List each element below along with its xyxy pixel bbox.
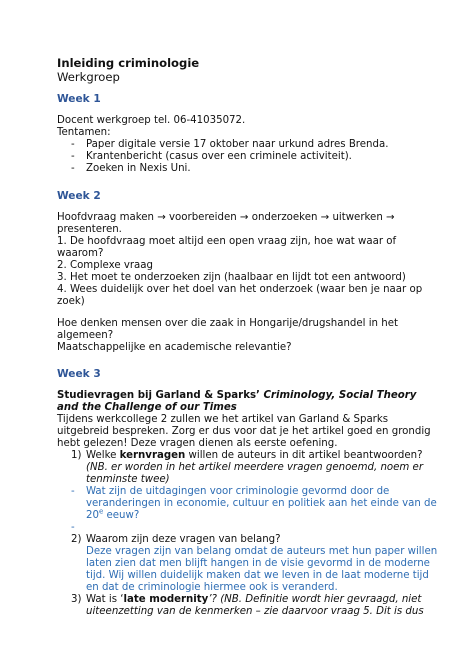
list-bullet: - — [71, 163, 75, 174]
intro-line: Tijdens werkcollege 2 zullen we het artikel van Garland & Sparks — [57, 414, 389, 425]
answer-2-line: tijd. Wij willen duidelijk maken dat we leven in de laat moderne tijd — [86, 570, 429, 581]
question-number: 1) — [71, 450, 82, 461]
tentamen-label: Tentamen: — [57, 127, 111, 138]
week-3-heading: Week 3 — [57, 368, 101, 380]
question-3-text — [86, 594, 421, 606]
relevance-line: Maatschappelijke en academische relevantie? — [57, 342, 292, 353]
century-suffix: eeuw? — [103, 510, 140, 521]
q1-note: (NB. er worden in het artikel meerdere vragen genoemd, noem er — [86, 462, 424, 473]
document-subtitle: Werkgroep — [57, 70, 120, 84]
question-number: 3) — [71, 594, 82, 605]
list-bullet: - — [71, 139, 75, 150]
example-question-line: algemeen? — [57, 330, 114, 341]
answer-bullet: - — [71, 486, 75, 497]
intro-line: uitgebreid bespreken. Zorg er dus voor dat je het artikel goed en grondig — [57, 426, 431, 437]
answer-2-line: Deze vragen zijn van belang omdat de auteurs met hun paper willen — [86, 546, 438, 557]
process-flow-line: presenteren. — [57, 224, 122, 235]
answer-1-line: veranderingen in economie, cultuur en politiek aan het einde van de — [86, 498, 437, 509]
document-title: Inleiding criminologie — [57, 56, 200, 70]
answer-bullet: - — [71, 522, 75, 533]
q3-note: ’? (NB. Definitie wordt hier gevraagd, niet — [208, 594, 422, 605]
docent-line: Docent werkgroep tel. 06-41035072. — [57, 115, 246, 126]
question-2-text: Waarom zijn deze vragen van belang? — [86, 534, 281, 545]
study-title-book: Criminology, Social Theory — [263, 390, 417, 401]
list-item: Zoeken in Nexis Uni. — [86, 163, 191, 174]
week-1-heading: Week 1 — [57, 93, 101, 105]
list-item: Krantenbericht (casus over een criminele activiteit). — [86, 151, 352, 162]
century-number: 20 — [86, 510, 99, 521]
study-questions-title — [57, 390, 416, 402]
example-question-line: Hoe denken mensen over die zaak in Hongarije/drugshandel in het — [57, 318, 398, 329]
q3-pre: Wat is ‘ — [86, 594, 124, 605]
list-bullet: - — [71, 151, 75, 162]
intro-line: hebt gelezen! Deze vragen dienen als eerste oefening. — [57, 438, 338, 449]
answer-1-line — [86, 507, 140, 522]
q1-pre: Welke — [86, 450, 120, 461]
q3-note-line2: uiteenzetting van de kenmerken – zie daarvoor vraag 5. Dit is dus — [86, 606, 424, 617]
process-flow-line: Hoofdvraag maken → voorbereiden → onderzoeken → uitwerken → — [57, 212, 395, 223]
guideline-line: waarom? — [57, 248, 104, 259]
answer-2-line: laten zien dat men blijft hangen in de visie gevormd in de moderne — [86, 558, 430, 569]
guideline-line: 1. De hoofdvraag moet altijd een open vraag zijn, hoe wat waar of — [57, 236, 397, 247]
guideline-line: 4. Wees duidelijk over het doel van het onderzoek (waar ben je naar op — [57, 284, 423, 295]
question-number: 2) — [71, 534, 82, 545]
study-title-book-line2: and the Challenge of our Times — [57, 402, 237, 413]
study-title-text: Studievragen bij Garland & Sparks’ — [57, 390, 264, 401]
q1-note: tenminste twee) — [86, 474, 170, 485]
guideline-line: 2. Complexe vraag — [57, 260, 154, 271]
week-2-heading: Week 2 — [57, 190, 101, 202]
list-item: Paper digitale versie 17 oktober naar urkund adres Brenda. — [86, 139, 389, 150]
q1-keyword: kernvragen — [119, 450, 186, 461]
q1-post: willen de auteurs in dit artikel beantwoorden? — [185, 450, 423, 461]
century-superscript: e — [98, 507, 104, 516]
guideline-line: 3. Het moet te onderzoeken zijn (haalbaar en lijdt tot een antwoord) — [57, 272, 406, 283]
q3-keyword: late modernity — [123, 594, 209, 605]
answer-2-line: en dat de criminologie hiermee ook is veranderd. — [86, 582, 338, 593]
guideline-line: zoek) — [57, 296, 85, 307]
question-1-text — [86, 450, 422, 462]
answer-1-line: Wat zijn de uitdagingen voor criminologie gevormd door de — [86, 486, 390, 497]
